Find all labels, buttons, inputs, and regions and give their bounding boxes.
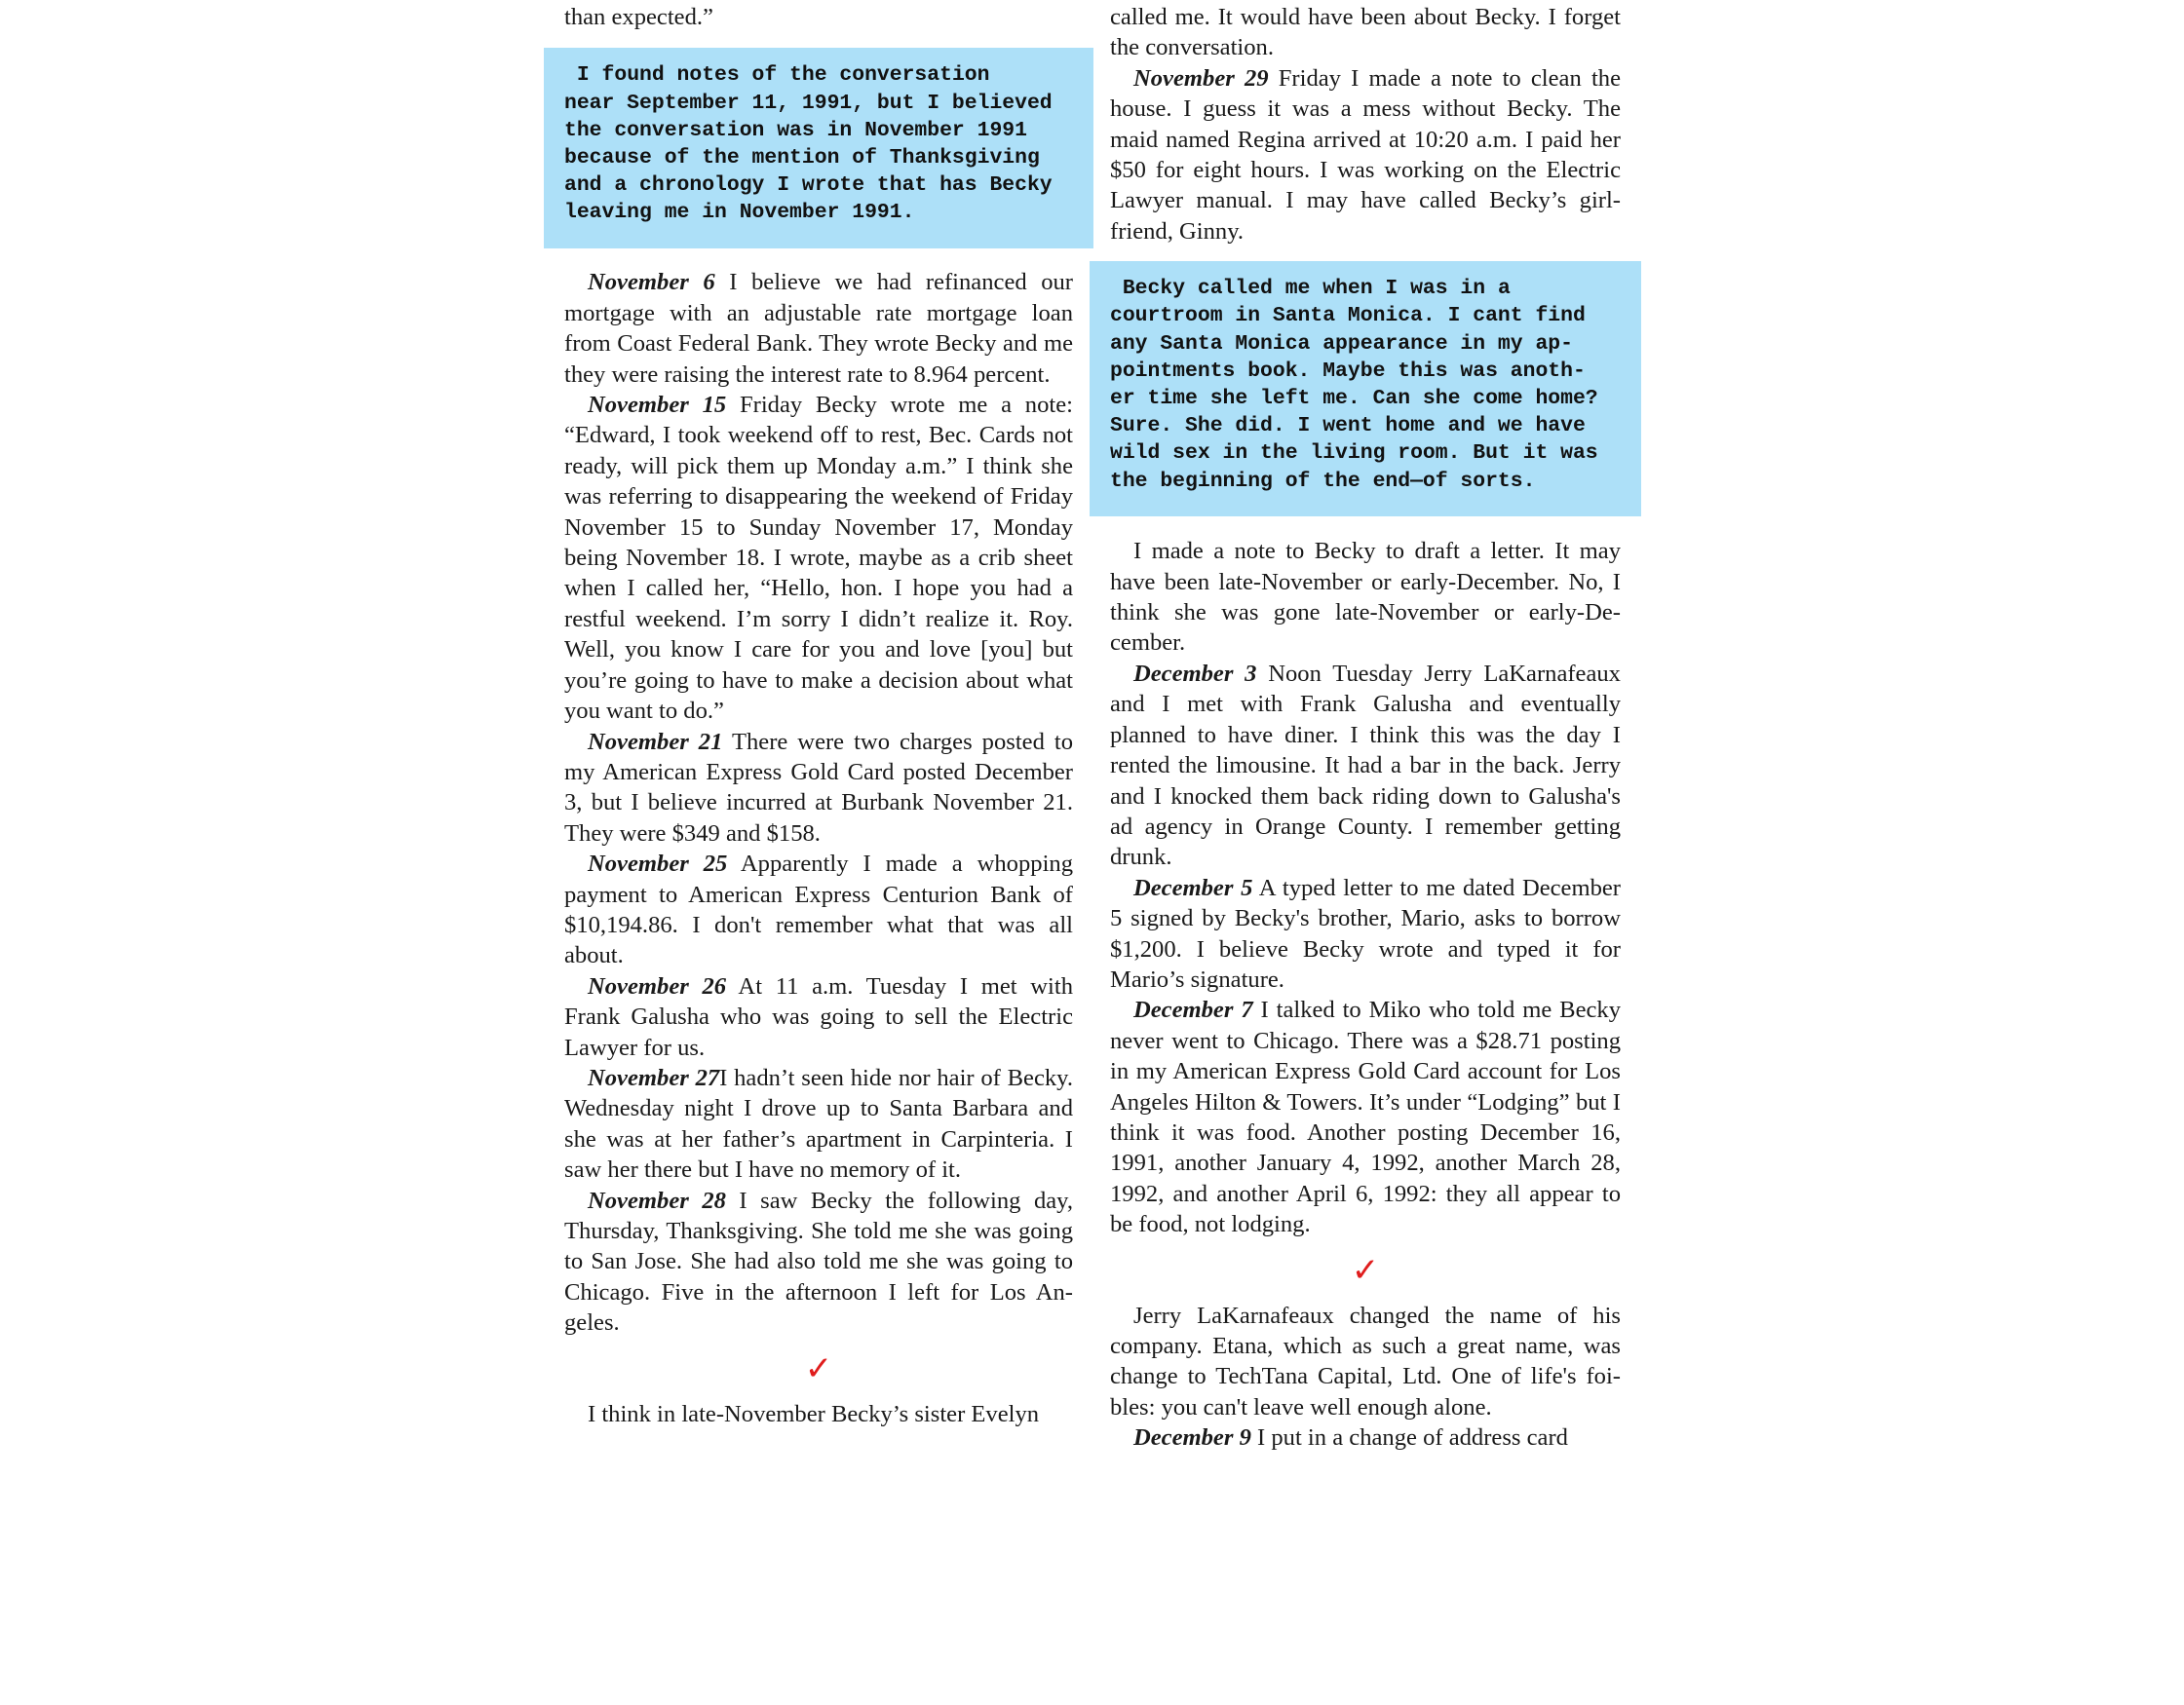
right-column <box>1090 0 1641 1454</box>
entry-date: December 7 <box>1133 997 1253 1024</box>
entry-dec-5 <box>1110 873 1621 996</box>
entry-dec-9 <box>1110 1422 1621 1453</box>
right-entries <box>1090 536 1641 1239</box>
entry-date: November 21 <box>588 728 723 755</box>
checkmark-icon: ✓ <box>1351 1250 1380 1290</box>
checkmark-icon: ✓ <box>804 1348 833 1388</box>
entry-text: I hadn’t seen hide nor hair of Becky. Wednesday night I drove up to Santa Barbara and she was at her father’s apartment in Carpinteria. I saw her there but I have no memory of it. <box>564 1064 1074 1184</box>
entry-nov-26 <box>564 971 1073 1063</box>
paragraph-evelyn: I think in late-November Becky’s sister Evelyn <box>588 1400 1040 1427</box>
entry-dec-3 <box>1110 659 1621 873</box>
entry-nov-15 <box>564 390 1073 726</box>
entry-date: December 3 <box>1133 660 1257 687</box>
entry-text: I talked to Miko who told me Becky never went to Chicago. There was a $28.71 posting in my American Express Gold Card account for Los Angeles Hilton & Towers. It’s under “Lodging” but I think it was food. Another posting December 16, 1991, another January 4, 1992, another March 28, 1992, and another April 6, 1992: they all appear to be food, not lodging. <box>1110 997 1621 1238</box>
entry-text: A typed letter to me dated December 5 signed by Becky's brother, Mario, asks to borrow $1,200. I believe Becky wrote and typed it for Mario’s signature. <box>1110 874 1621 993</box>
paragraph-draft-letter: I made a note to Becky to draft a letter. It may have been late-November or early-December. No, I think she was gone late-November or early-December. <box>1110 538 1621 657</box>
paragraph-jerry: Jerry LaKarnafeaux changed the name of his company. Etana, which as such a great name, was change to TechTana Capital, Ltd. One of life's foibles: you can't leave well enough alone. <box>1110 1302 1621 1421</box>
left-entries <box>544 267 1093 1338</box>
entry-text: There were two charges posted to my American Express Gold Card posted December 3, but I believe incurred at Burbank November 21. They were $349 and $158. <box>564 728 1073 847</box>
entry-text: At 11 a.m. Tuesday I met with Frank Galusha who was going to sell the Electric Lawyer for us. <box>564 972 1073 1061</box>
entry-date: November 27 <box>588 1064 720 1091</box>
paragraph-continuation: than expected.” <box>564 4 713 30</box>
highlighted-note: I found notes of the conversation near September 11, 1991, but I believed the conversation was in November 1991 because of the mention of Thanksgiving and a chronology I wrote that has Becky leaving me in November 1991. <box>544 48 1093 248</box>
entry-text: I saw Becky the following day, Thursday, Thanksgiving. She told me she was going to San Jose. She had also told me she was going to Chicago. Five in the afternoon I left for Los Angeles. <box>564 1187 1074 1337</box>
entry-text: I believe we had refinanced our mortgage with an adjustable rate mortgage loan from Coast Federal Bank. They wrote Becky and me they were raising the interest rate to 8.964 percent. <box>564 269 1074 388</box>
left-column <box>544 0 1093 1429</box>
entry-nov-29 <box>1110 63 1621 246</box>
entry-date: November 15 <box>588 392 727 419</box>
highlighted-note: Becky called me when I was in a courtroom in Santa Monica. I cant find any Santa Monica appearance in my ap- pointments book. Maybe this was anoth- er time she left me. Can she come home? Sure. She did. I went home and we have wild sex in the living room. But it was the beginning of the end—of sorts. <box>1090 261 1641 516</box>
entry-nov-6 <box>564 267 1073 390</box>
entry-nov-25 <box>564 849 1073 971</box>
entry-date: November 6 <box>588 269 715 296</box>
entry-date: December 9 <box>1133 1424 1251 1452</box>
entry-nov-28 <box>564 1186 1073 1339</box>
entry-text: Noon Tuesday Jerry LaKarnafeaux and I met with Frank Galusha and eventually planned to have diner. I think this was the day I rented the limousine. It had a bar in the back. Jerry and I knocked them back riding down to Galusha's ad agency in Orange County. I remember getting drunk. <box>1110 660 1621 871</box>
entry-text: I put in a change of address card <box>1250 1424 1568 1452</box>
entry-date: November 25 <box>588 851 728 878</box>
entry-date: November 26 <box>588 972 727 1000</box>
entry-date: November 28 <box>588 1187 726 1214</box>
entry-nov-27 <box>564 1063 1073 1186</box>
entry-text: Friday I made a note to clean the house. I guess it was a mess without Becky. The maid named Regina arrived at 10:20 a.m. I paid her $50 for eight hours. I was working on the Electric Lawyer manual. I may have called Becky’s girlfriend, Ginny. <box>1110 64 1621 245</box>
entry-nov-21 <box>564 727 1073 850</box>
paragraph-continuation: called me. It would have been about Becky. I forget the conversation. <box>1110 4 1621 61</box>
entry-date: December 5 <box>1133 874 1253 901</box>
entry-text: Apparently I made a whopping payment to American Express Centurion Bank of $10,194.86. I don't remember what that was all about. <box>564 851 1073 969</box>
entry-text: Friday Becky wrote me a note: “Edward, I took weekend off to rest, Bec. Cards not ready, will pick them up Monday a.m.” I think she was referring to disappearing the weekend of Friday November 15 to Sunday November 17, Monday being November 18. I wrote, maybe as a crib sheet when I called her, “Hello, hon. I hope you had a restful weekend. I’m sorry I didn’t realize it. Roy. Well, you know I care for you and love [you] but you’re going to have to make a decision about what you want to do.” <box>564 392 1073 725</box>
entry-dec-7 <box>1110 995 1621 1239</box>
entry-date: November 29 <box>1133 64 1269 92</box>
